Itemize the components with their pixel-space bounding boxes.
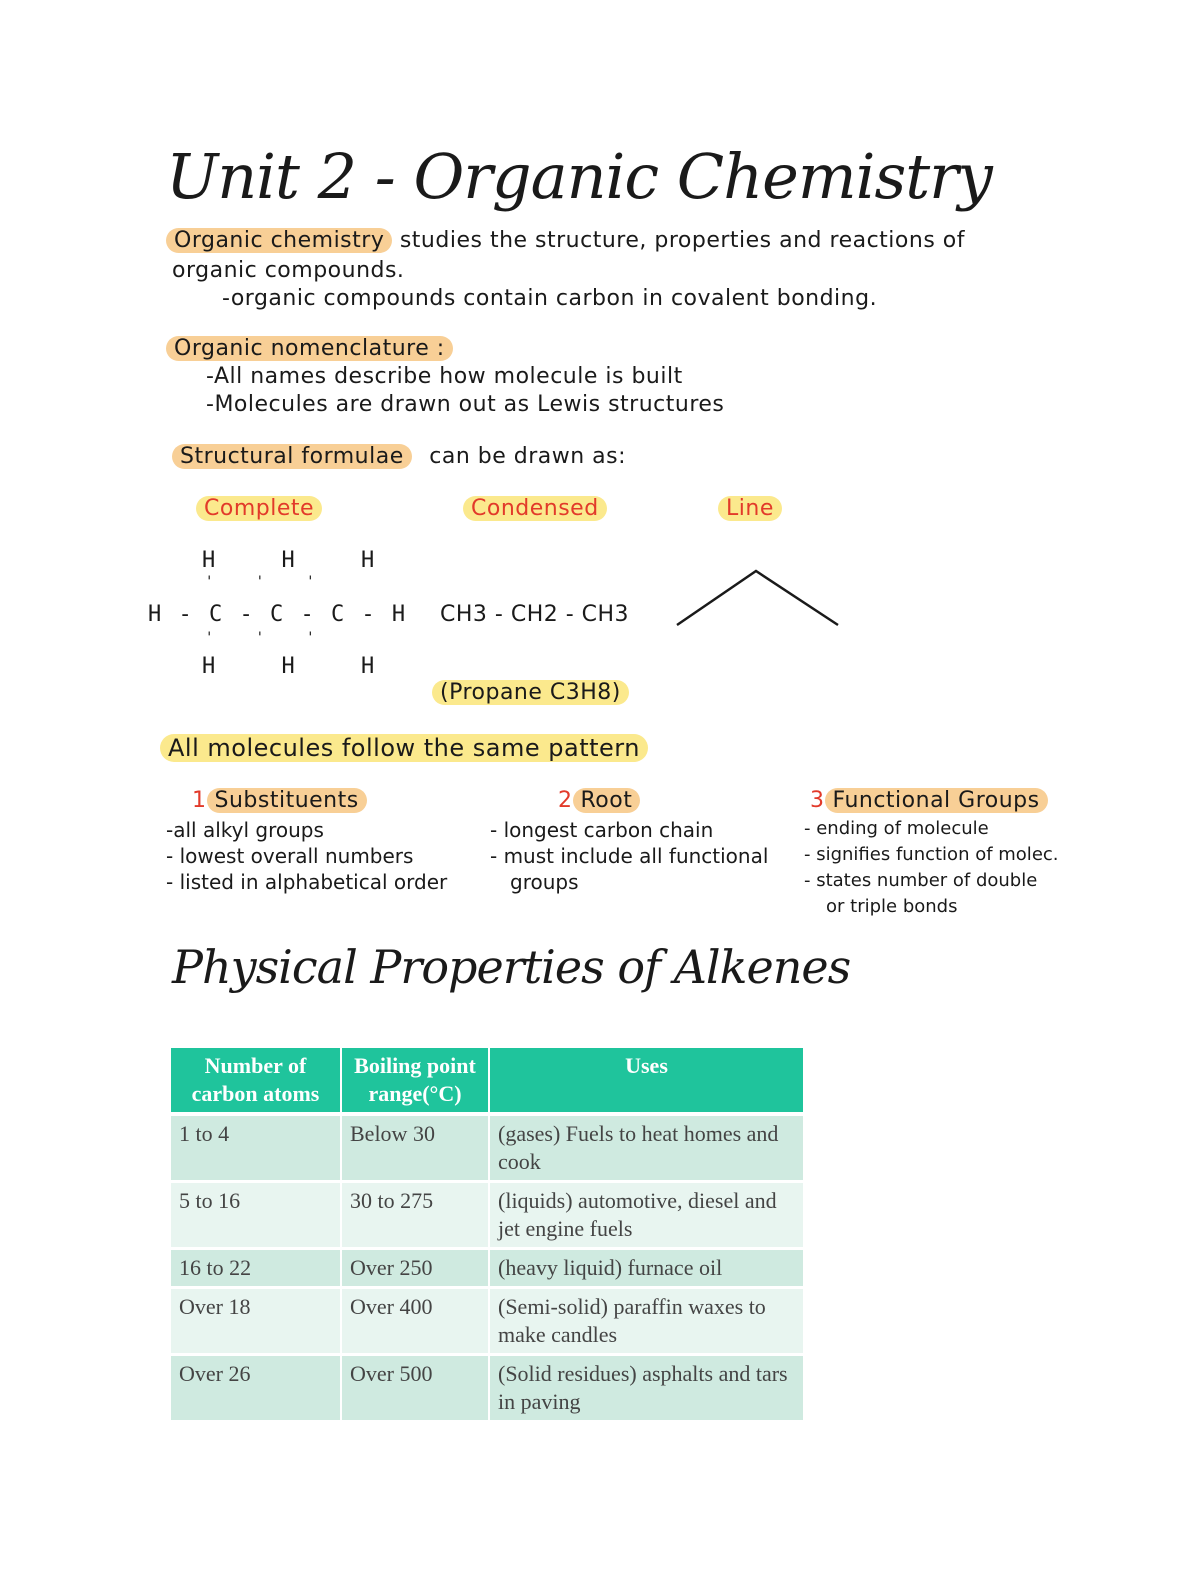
list-item: - signifies function of molec. bbox=[804, 844, 1059, 865]
table-heading: Physical Properties of Alkenes bbox=[172, 940, 851, 994]
table-cell: (Semi-solid) paraffin waxes to make candles bbox=[489, 1288, 803, 1355]
compound-label: (Propane C3H8) bbox=[432, 680, 629, 705]
label-condensed: Condensed bbox=[463, 496, 607, 521]
table-row bbox=[171, 1355, 803, 1422]
table-row bbox=[171, 1288, 803, 1355]
table-cell: 1 to 4 bbox=[171, 1114, 341, 1182]
table-cell: Over 400 bbox=[341, 1288, 489, 1355]
table-cell: Over 250 bbox=[341, 1249, 489, 1288]
list-item: or triple bonds bbox=[826, 896, 958, 917]
intro-term: Organic chemistry bbox=[166, 228, 392, 253]
table-row bbox=[171, 1249, 803, 1288]
table-cell: (Solid residues) asphalts and tars in paving bbox=[489, 1355, 803, 1422]
nomenclature-bullet: -Molecules are drawn out as Lewis structures bbox=[206, 392, 725, 417]
part-functional-groups-heading: 3 Functional Groups bbox=[810, 788, 1048, 813]
complete-structure-middle: H - C - C - C - H bbox=[148, 602, 406, 627]
nomenclature-heading: Organic nomenclature : bbox=[166, 336, 453, 361]
table-header-row bbox=[171, 1048, 803, 1114]
table-cell: Below 30 bbox=[341, 1114, 489, 1182]
column-header: Boiling point range(°C) bbox=[341, 1048, 489, 1114]
list-item: - listed in alphabetical order bbox=[166, 870, 448, 894]
list-item: -all alkyl groups bbox=[166, 818, 324, 842]
list-item: - longest carbon chain bbox=[490, 818, 714, 842]
part-root-heading: 2 Root bbox=[558, 788, 640, 813]
intro-line-2: organic compounds. bbox=[172, 258, 405, 283]
table-cell: (liquids) automotive, diesel and jet engine fuels bbox=[489, 1182, 803, 1249]
table-cell: Over 18 bbox=[171, 1288, 341, 1355]
table-cell: 16 to 22 bbox=[171, 1249, 341, 1288]
condensed-formula: CH3 - CH2 - CH3 bbox=[440, 602, 630, 627]
structural-term: Structural formulae bbox=[172, 444, 412, 469]
list-item: - states number of double bbox=[804, 870, 1038, 891]
page-title: Unit 2 - Organic Chemistry bbox=[166, 140, 992, 213]
intro-rest: studies the structure, properties and reactions of bbox=[399, 228, 965, 253]
intro-bullet: -organic compounds contain carbon in covalent bonding. bbox=[222, 286, 878, 311]
complete-structure-bonds-bottom: ' ' ' bbox=[205, 630, 315, 646]
table-row bbox=[171, 1182, 803, 1249]
complete-structure-bottom: H H H bbox=[202, 654, 375, 679]
label-line: Line bbox=[718, 496, 782, 521]
complete-structure-bonds-top: ' ' ' bbox=[205, 574, 315, 590]
properties-table bbox=[171, 1048, 803, 1423]
part-substituents-heading: 1 Substituents bbox=[192, 788, 367, 813]
nomenclature-bullet: -All names describe how molecule is built bbox=[206, 364, 683, 389]
list-item: groups bbox=[510, 870, 579, 894]
table-row bbox=[171, 1114, 803, 1182]
list-item: - ending of molecule bbox=[804, 818, 989, 839]
intro-line-1 bbox=[166, 228, 965, 253]
table-cell: (gases) Fuels to heat homes and cook bbox=[489, 1114, 803, 1182]
structural-line bbox=[172, 444, 626, 469]
list-item: - lowest overall numbers bbox=[166, 844, 414, 868]
list-item: - must include all functional bbox=[490, 844, 769, 868]
structural-rest: can be drawn as: bbox=[429, 444, 627, 469]
table-cell: Over 26 bbox=[171, 1355, 341, 1422]
table-cell: 30 to 275 bbox=[341, 1182, 489, 1249]
line-structure-drawing bbox=[672, 565, 844, 631]
label-complete: Complete bbox=[196, 496, 322, 521]
table-cell: Over 500 bbox=[341, 1355, 489, 1422]
table-cell: 5 to 16 bbox=[171, 1182, 341, 1249]
column-header: Number of carbon atoms bbox=[171, 1048, 341, 1114]
pattern-heading: All molecules follow the same pattern bbox=[160, 734, 648, 762]
complete-structure-top: H H H bbox=[202, 548, 375, 573]
table-cell: (heavy liquid) furnace oil bbox=[489, 1249, 803, 1288]
column-header: Uses bbox=[489, 1048, 803, 1114]
